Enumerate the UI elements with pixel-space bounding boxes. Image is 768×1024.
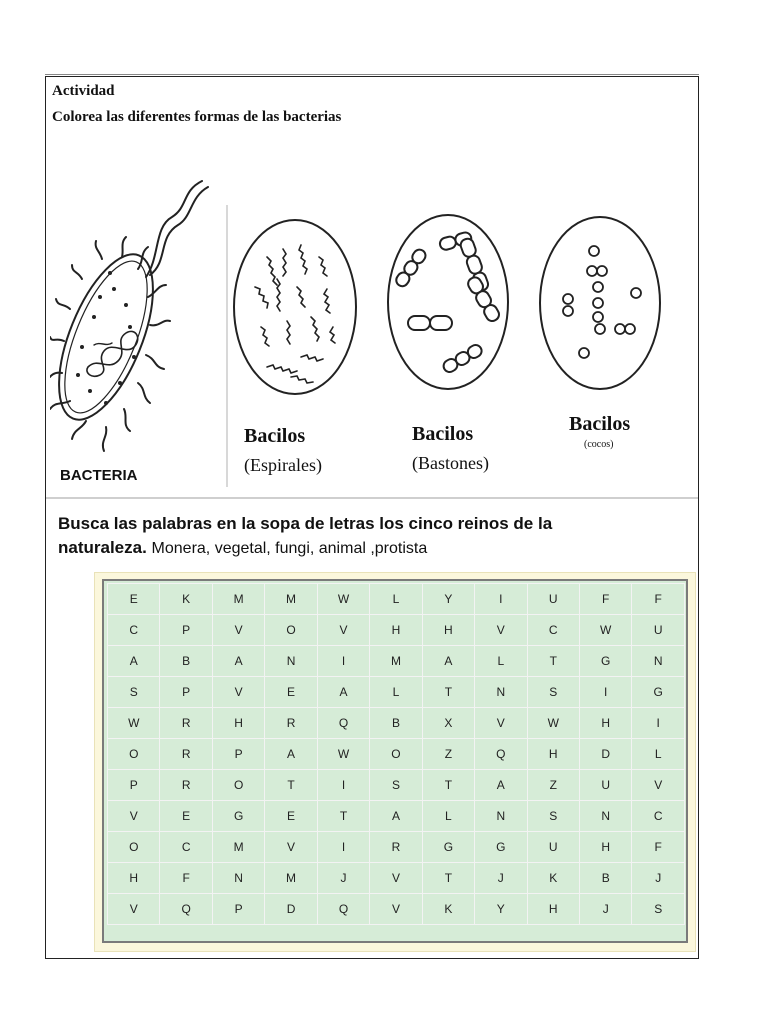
letter-cell[interactable]: Q: [475, 739, 527, 770]
letter-cell[interactable]: X: [422, 708, 474, 739]
letter-cell[interactable]: G: [579, 646, 631, 677]
letter-cell[interactable]: H: [108, 863, 160, 894]
letter-cell[interactable]: R: [160, 739, 212, 770]
letter-cell[interactable]: N: [265, 646, 317, 677]
letter-cell[interactable]: S: [527, 677, 579, 708]
section-divider: [46, 497, 698, 499]
letter-cell[interactable]: B: [579, 863, 631, 894]
letter-cell[interactable]: U: [632, 615, 685, 646]
letter-cell[interactable]: O: [370, 739, 422, 770]
word-search-instruction-cont: [58, 538, 427, 558]
bacilli-spiral-name: Bacilos: [244, 425, 306, 447]
grid-row: [108, 801, 685, 832]
letter-cell[interactable]: A: [265, 739, 317, 770]
letter-cell[interactable]: V: [370, 863, 422, 894]
letter-cell[interactable]: N: [475, 677, 527, 708]
letter-cell[interactable]: I: [579, 677, 631, 708]
letter-cell[interactable]: S: [370, 770, 422, 801]
letter-cell[interactable]: C: [108, 615, 160, 646]
activity-instruction: Colorea las diferentes formas de las bacterias: [52, 109, 342, 125]
letter-cell[interactable]: O: [212, 770, 264, 801]
word-list: Monera, vegetal, fungi, animal ,protista: [151, 540, 428, 557]
letter-cell[interactable]: R: [370, 832, 422, 863]
illustration-divider: [226, 205, 228, 487]
grid-row: [108, 739, 685, 770]
letter-cell[interactable]: E: [265, 801, 317, 832]
bacilli-spiral-type: (Espirales): [244, 455, 322, 475]
grid-row: [108, 677, 685, 708]
grid-row: [108, 615, 685, 646]
letter-cell[interactable]: H: [212, 708, 264, 739]
letter-cell[interactable]: O: [265, 615, 317, 646]
letter-cell[interactable]: L: [632, 739, 685, 770]
letter-cell[interactable]: V: [265, 832, 317, 863]
letter-cell[interactable]: C: [632, 801, 685, 832]
letter-cell[interactable]: Q: [160, 894, 212, 925]
word-search-grid: [107, 583, 685, 925]
letter-cell[interactable]: N: [475, 801, 527, 832]
letter-cell[interactable]: E: [108, 584, 160, 615]
word-search-frame: [94, 572, 696, 952]
letter-cell[interactable]: H: [579, 708, 631, 739]
letter-cell[interactable]: P: [108, 770, 160, 801]
letter-cell[interactable]: A: [317, 677, 369, 708]
letter-cell[interactable]: H: [370, 615, 422, 646]
letter-cell[interactable]: C: [160, 832, 212, 863]
letter-cell[interactable]: A: [422, 646, 474, 677]
rod-bacteria-illustration: [384, 212, 514, 392]
letter-cell[interactable]: M: [212, 584, 264, 615]
letter-cell[interactable]: A: [212, 646, 264, 677]
grid-row: [108, 894, 685, 925]
grid-row: [108, 832, 685, 863]
word-search-instruction: Busca las palabras en la sopa de letras los cinco reinos de la: [58, 514, 553, 533]
letter-cell[interactable]: T: [422, 863, 474, 894]
letter-cell[interactable]: T: [527, 646, 579, 677]
letter-cell[interactable]: K: [422, 894, 474, 925]
letter-cell[interactable]: R: [265, 708, 317, 739]
letter-cell[interactable]: R: [160, 770, 212, 801]
letter-cell[interactable]: V: [475, 615, 527, 646]
letter-cell[interactable]: T: [422, 770, 474, 801]
word-search-instruction-end: naturaleza.: [58, 538, 147, 557]
letter-cell[interactable]: P: [160, 677, 212, 708]
letter-cell[interactable]: I: [475, 584, 527, 615]
letter-cell[interactable]: O: [108, 832, 160, 863]
letter-cell[interactable]: M: [370, 646, 422, 677]
letter-cell[interactable]: P: [160, 615, 212, 646]
letter-cell[interactable]: L: [370, 677, 422, 708]
letter-cell[interactable]: W: [317, 584, 369, 615]
letter-cell[interactable]: U: [527, 584, 579, 615]
letter-cell[interactable]: W: [579, 615, 631, 646]
letter-cell[interactable]: H: [422, 615, 474, 646]
letter-cell[interactable]: N: [579, 801, 631, 832]
letter-cell[interactable]: N: [632, 646, 685, 677]
letter-cell[interactable]: F: [579, 584, 631, 615]
letter-cell[interactable]: J: [475, 863, 527, 894]
letter-cell[interactable]: Y: [422, 584, 474, 615]
letter-cell[interactable]: Q: [317, 894, 369, 925]
letter-cell[interactable]: O: [108, 739, 160, 770]
letter-cell[interactable]: N: [212, 863, 264, 894]
letter-cell[interactable]: I: [632, 708, 685, 739]
letter-cell[interactable]: F: [632, 832, 685, 863]
letter-cell[interactable]: A: [108, 646, 160, 677]
letter-cell[interactable]: U: [579, 770, 631, 801]
grid-row: [108, 584, 685, 615]
bacteria-label: BACTERIA: [60, 467, 138, 484]
letter-cell[interactable]: H: [527, 894, 579, 925]
letter-cell[interactable]: P: [212, 739, 264, 770]
letter-cell[interactable]: G: [212, 801, 264, 832]
letter-cell[interactable]: V: [212, 677, 264, 708]
letter-cell[interactable]: V: [370, 894, 422, 925]
worksheet-page: [45, 76, 699, 959]
letter-cell[interactable]: E: [265, 677, 317, 708]
letter-cell[interactable]: L: [370, 584, 422, 615]
bacilli-cocci-name: Bacilos: [569, 413, 631, 435]
letter-cell[interactable]: G: [475, 832, 527, 863]
letter-cell[interactable]: I: [317, 646, 369, 677]
letter-cell[interactable]: A: [475, 770, 527, 801]
letter-cell[interactable]: I: [317, 832, 369, 863]
letter-cell[interactable]: V: [475, 708, 527, 739]
letter-cell[interactable]: K: [527, 863, 579, 894]
grid-row: [108, 646, 685, 677]
letter-cell[interactable]: T: [317, 801, 369, 832]
letter-cell[interactable]: G: [632, 677, 685, 708]
letter-cell[interactable]: F: [160, 863, 212, 894]
letter-cell[interactable]: W: [527, 708, 579, 739]
letter-cell[interactable]: E: [160, 801, 212, 832]
letter-cell[interactable]: M: [265, 584, 317, 615]
letter-cell[interactable]: B: [370, 708, 422, 739]
letter-cell[interactable]: L: [475, 646, 527, 677]
letter-cell[interactable]: G: [422, 832, 474, 863]
letter-cell[interactable]: C: [527, 615, 579, 646]
letter-cell[interactable]: M: [212, 832, 264, 863]
letter-cell[interactable]: W: [108, 708, 160, 739]
letter-cell[interactable]: R: [160, 708, 212, 739]
letter-cell[interactable]: I: [317, 770, 369, 801]
word-search-board: [102, 579, 688, 943]
letter-cell[interactable]: M: [265, 863, 317, 894]
spiral-bacteria-illustration: [231, 217, 361, 397]
letter-cell[interactable]: V: [632, 770, 685, 801]
grid-row: [108, 708, 685, 739]
cocci-bacteria-illustration: [536, 213, 666, 393]
letter-cell[interactable]: J: [579, 894, 631, 925]
letter-cell[interactable]: Q: [317, 708, 369, 739]
bacilli-cocci-type: (cocos): [584, 439, 614, 450]
letter-cell[interactable]: L: [422, 801, 474, 832]
letter-cell[interactable]: K: [160, 584, 212, 615]
letter-cell[interactable]: W: [317, 739, 369, 770]
letter-cell[interactable]: H: [579, 832, 631, 863]
letter-cell[interactable]: T: [265, 770, 317, 801]
letter-cell[interactable]: S: [108, 677, 160, 708]
letter-cell[interactable]: H: [527, 739, 579, 770]
letter-cell[interactable]: J: [317, 863, 369, 894]
grid-row: [108, 863, 685, 894]
letter-cell[interactable]: Z: [422, 739, 474, 770]
bacilli-rod-type: (Bastones): [412, 453, 489, 473]
letter-cell[interactable]: S: [527, 801, 579, 832]
letter-cell[interactable]: Z: [527, 770, 579, 801]
letter-cell[interactable]: T: [422, 677, 474, 708]
letter-cell[interactable]: B: [160, 646, 212, 677]
letter-cell[interactable]: D: [265, 894, 317, 925]
bacteria-cell-illustration: [50, 177, 220, 467]
letter-cell[interactable]: F: [632, 584, 685, 615]
letter-cell[interactable]: V: [212, 615, 264, 646]
activity-title: Actividad: [52, 83, 115, 99]
letter-cell[interactable]: V: [108, 801, 160, 832]
letter-cell[interactable]: D: [579, 739, 631, 770]
letter-cell[interactable]: S: [632, 894, 685, 925]
letter-cell[interactable]: U: [527, 832, 579, 863]
letter-cell[interactable]: J: [632, 863, 685, 894]
letter-cell[interactable]: A: [370, 801, 422, 832]
letter-cell[interactable]: V: [108, 894, 160, 925]
bacilli-rod-name: Bacilos: [412, 423, 474, 445]
letter-cell[interactable]: Y: [475, 894, 527, 925]
letter-cell[interactable]: V: [317, 615, 369, 646]
grid-row: [108, 770, 685, 801]
letter-cell[interactable]: P: [212, 894, 264, 925]
